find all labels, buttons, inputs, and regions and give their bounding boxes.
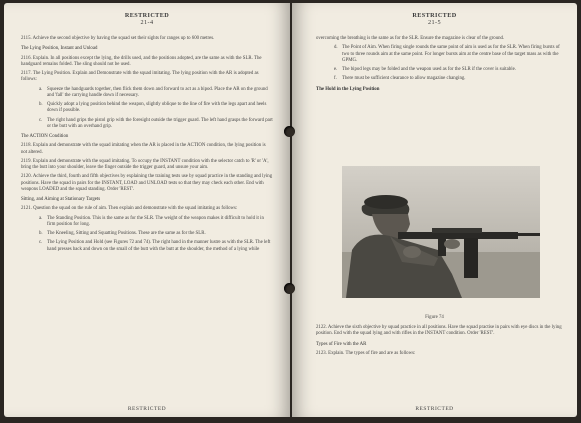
left-page-body [21, 36, 273, 256]
figure-74-photo [342, 166, 540, 298]
sub-item-d: d. The Point of Aim. When firing single rounds the same point of aim is used as for the SLR. When firing bursts of two to three rounds aim at the same point. For longer bursts aim at the centre base of the target mass as with the GPMG. [334, 45, 560, 63]
figure-caption: Figure 74 [425, 315, 444, 320]
para-2115: 2115. Achieve the second objective by having the squad set their sights for ranges up to 600 metres. [21, 36, 215, 41]
binder-hole-bottom [284, 283, 295, 294]
soldier-aiming-rifle-image [342, 166, 540, 298]
sub-item-a: a. Squeeze the handguards together, then flick them down and forward to act as a bipod. Place the AR on the ground and 'fall' the carrying handle down if necessary. [39, 86, 268, 98]
sub-item-kneeling: b. The Kneeling, Sitting and Squatting Positions. These are the same as for the SLR. [39, 231, 206, 236]
binder-hole-top [284, 126, 295, 137]
para-2120: 2120. Achieve the third, fourth and fifth objectives by explaining the training tests use by squad practice in the standing and lying positions. Have the squad in pairs for the INSTANT, LOAD and UNLOAD tests so that they may check each other. End with weapons LOADED and the squad standing. Order 'REST'. [21, 174, 273, 192]
para-2118: 2118. Explain and demonstrate with the squad imitating when the AR is placed in the ACTION condition, the lying position is not altered. [21, 143, 266, 155]
right-page [292, 3, 577, 417]
sub-item-c: c. The right hand grips the pistol grip with the foresight outside the trigger guard. The left hand grasps the forward part or the butt with an overhand grip. [39, 117, 273, 129]
sub-item-lying-hold: c. The Lying Position and Hold (see Figures 72 and 74). The right hand in the manner lustre as with the SLR. The left hand presses back and down on the small of the butt with the butt at the shoulder, the method of a lying while [39, 240, 271, 252]
left-page-number: 21-4 [140, 19, 154, 26]
left-page [4, 3, 290, 417]
para-2116: 2116. Explain. In all positions except the lying, the drills used, and the positions adopted, are the same as with the SLR. The handguard remains folded. The sling should not be used. [21, 55, 262, 67]
para-2119: 2119. Explain and demonstrate with the squad imitating. To occupy the INSTANT condition with the selector catch to 'R' or 'A', bring the butt into your shoulder, leave the finger outside the trigger guard, and unsure your aim. [21, 158, 269, 170]
right-page-header [292, 12, 577, 26]
para-2122: 2122. Achieve the sixth objective by squad practice in all positions. Have the squad practise in pairs with eye discs in the lying position. End with the squad lying and with rifles in the INSTANT condition. Order 'REST'. [316, 325, 562, 337]
sub-item-standing: a. The Standing Position. This is the same as for the SLR. The weight of the weapon makes it difficult to hold it in firm position for long. [39, 215, 264, 227]
sub-item-f: f. There must be sufficient clearance to allow magazine changing. [334, 76, 466, 82]
right-page-body-lower [316, 325, 562, 360]
sub-item-e: e. The bipod legs may be folded and the weapon used as for the SLR if the cover is suitable. [334, 67, 516, 72]
left-footer-restricted: RESTRICTED [127, 406, 167, 412]
para-2121: 2121. Question the squad on the rule of aim. Then explain and demonstrate with the squad imitating as follows: [21, 206, 238, 212]
sub-item-b: b. Quickly adopt a lying position behind the weapon, slightly oblique to the line of fire with the legs apart and heels down if possible. [39, 102, 267, 114]
heading-hold-lying: The Hold in the Lying Position [316, 86, 380, 92]
heading-action-condition: The ACTION Condition [21, 134, 69, 139]
heading-lying-instant-unload: The Lying Position, Instant and Unload [21, 46, 98, 52]
right-page-number: 21-5 [428, 19, 441, 26]
heading-sitting-aiming: Sitting, and Aiming at Stationary Targets [21, 197, 101, 202]
right-footer-restricted: RESTRICTED [415, 406, 454, 412]
heading-types-of-fire: Types of Fire with the AR [316, 341, 367, 347]
right-page-body [316, 36, 562, 96]
left-header-restricted: RESTRICTED [124, 12, 170, 19]
right-header-restricted: RESTRICTED [412, 12, 457, 19]
para-2123: 2123. Explain. The types of fire and are as follows: [316, 350, 416, 356]
para-2117: 2117. The Lying Position. Explain and Demonstrate with the squad imitating. The lying position with the AR is adopted as follows: [21, 71, 259, 83]
left-page-header [4, 12, 290, 26]
para-continued: overcoming the breathing is the same as for the SLR. Ensure the magazine is clear of the ground. [316, 36, 505, 41]
